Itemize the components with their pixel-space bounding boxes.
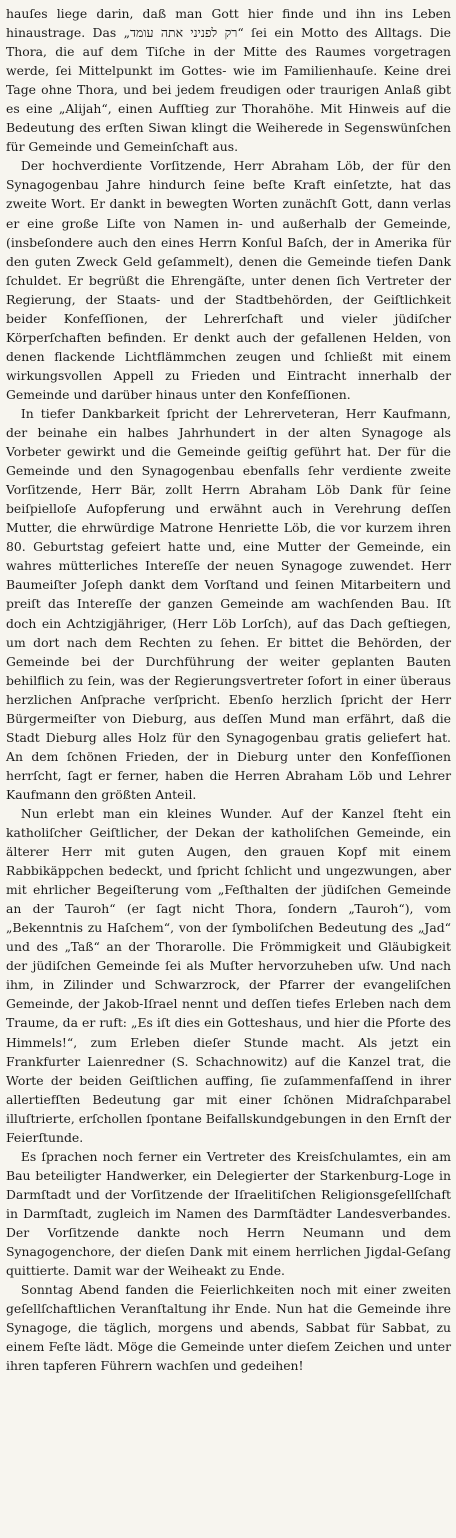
paragraph-clergy-speeches: Nun erlebt man ein kleines Wunder. Auf der Kanzel ſteht ein katholiſcher Geiſtlicher, der Dekan der katholiſchen Gemeinde, ein älterer Herr mit guten Augen, den grauen Kopf mit einem Rabbikäppchen bedeckt, und ſpricht ſchlicht und ungezwungen, aber mit ehrlicher Begeiſterung vom „Feſthalten der jüdiſchen Gemeinde an der Tauroh“ (er ſagt nicht Thora, ſondern „Tauroh“), vom „Bekenntnis zu Haſchem“, von der ſymboliſchen Bedeutung des „Jad“ und des „Taß“ an der Thorarolle. Die Frömmigkeit und Gläubigkeit der jüdiſchen Gemeinde ſei als Muſter hervorzuheben uſw. Und nach ihm, in Zilinder und Schwarzrock, der Pfarrer der evangeliſchen Gemeinde, der Jakob-Iſrael nennt und deſſen tiefes Erleben nach dem Traume, da er ruft: „Es iſt dies ein Gotteshaus, und hier die Pforte des Himmels!“, zum Erleben dieſer Stunde macht. Als jetzt ein Frankfurter Laienredner (S. Schachnowitz) auf die Kanzel trat, die Worte der beiden Geiſtlichen auffing, ſie zuſammenfaſſend in ihrer allertiefſten Bedeutung gar mit einer ſchönen Midraſchparabel illuſtrierte, erſchollen ſpontane Beifallskundgebungen in den Ernſt der Feierſtunde. — [6, 805, 451, 1145]
paragraph-further-speakers: Es ſprachen noch ferner ein Vertreter des Kreisſchulamtes, ein am Bau beteiligter Handwerker, ein Delegierter der Starkenburg-Loge in Darmſtadt und der Vorſitzende der Iſraelitiſchen Religionsgeſellſchaft in Darmſtadt, zugleich im Namen des Darmſtädter Landesverbandes. Der Vorſitzende dankte noch Herrn Neumann und dem Synagogenchore, der dieſen Dank mit einem herrlichen Jigdal-Geſang quittierte. Damit war der Weiheakt zu Ende. — [6, 1148, 451, 1279]
paragraph-sermon-conclusion: hauſes liege darin, daß man Gott hier finde und ihn ins Leben hinaustrage. Das „רק לפניני אתה עומד“ ſei ein Motto des Alltags. Die Thora, die auf dem Tiſche in der Mitte des Raumes vorgetragen werde, ſei Mittelpunkt im Gottes- wie im Familienhauſe. Keine drei Tage ohne Thora, und bei jedem freudigen oder traurigen Anlaß gibt es eine „Alijah“, einen Aufſtieg zur Thorahöhe. Mit Hinweis auf die Bedeutung des erſten Siwan klingt die Weiherede in Segenswünſchen für Gemeinde und Gemeinſchaft aus. — [6, 6, 452, 155]
paragraph-thanks-speeches: In tiefer Dankbarkeit ſpricht der Lehrerveteran, Herr Kaufmann, der beinahe ein halbes Jahrhundert in der alten Synagoge als Vorbeter gewirkt und die Gemeinde geiſtig geführt hat. Der für die Gemeinde und den Synagogenbau ebenfalls ſehr verdiente zweite Vorſitzende, Herr Bär, zollt Herrn Abraham Löb Dank für ſeine beiſpielloſe Aufopferung und erwähnt auch in Verehrung deſſen Mutter, die ehrwürdige Matrone Henriette Löb, die vor kurzem ihren 80. Geburtstag gefeiert hatte und, eine Mutter der Gemeinde, ein wahres mütterliches Intereſſe der neuen Synagoge zuwendet. Herr Baumeiſter Joſeph dankt dem Vorſtand und ſeinen Mitarbeitern und preiſt das Intereſſe der ganzen Gemeinde am wachſenden Bau. Iſt doch ein Achtzigjähriger, (Herr Löb Lorſch), auf das Dach geſtiegen, um dort nach dem Rechten zu ſehen. Er bittet die Behörden, der Gemeinde bei der Durchführung der weiter geplanten Bauten behilflich zu ſein, was der Regierungsvertreter ſofort in einer überaus herzlichen Anſprache verſpricht. Ebenſo herzlich ſpricht der Herr Bürgermeiſter von Dieburg, aus deſſen Mund man erfährt, daß die Stadt Dieburg alles Holz für den Synagogenbau gratis geliefert hat. An dem ſchönen Frieden, der in Dieburg unter den Konfeſſionen herrſcht, ſagt er ferner, haben die Herren Abraham Löb und Lehrer Kaufmann den größten Anteil. — [6, 405, 451, 802]
paragraph-chairman-speech: Der hochverdiente Vorſitzende, Herr Abraham Löb, der für den Synagogenbau Jahre hindurch ſeine beſte Kraft einſetzte, hat das zweite Wort. Er dankt in bewegten Worten zunächſt Gott, dann verlas er eine große Liſte von Namen in- und außerhalb der Gemeinde, (insbeſondere auch den eines Herrn Konſul Baſch, der in Amerika für den guten Zweck Geld geſammelt), denen die Gemeinde tiefen Dank ſchuldet. Er begrüßt die Ehrengäſte, unter denen ſich Vertreter der Regierung, der Staats- und der Stadtbehörden, der Geiſtlichkeit beider Konfeſſionen, der Lehrerſchaft und vieler jüdiſcher Körperſchaften befinden. Er denkt auch der gefallenen Helden, von denen flackende Lichtflämmchen zeugen und ſchließt mit einem wirkungsvollen Appell zu Frieden und Eintracht innerhalb der Gemeinde und darüber hinaus unter den Konfeſſionen. — [6, 158, 451, 402]
paragraph-closing: Sonntag Abend fanden die Feierlichkeiten noch mit einer zweiten geſellſchaftlichen Veranſtaltung ihr Ende. Nun hat die Gemeinde ihre Synagoge, die täglich, morgens und abends, Sabbat für Sabbat, zu einem Feſte lädt. Möge die Gemeinde unter dieſem Zeichen und unter ihren tapferen Führern wachſen und gedeihen! — [6, 1282, 451, 1374]
